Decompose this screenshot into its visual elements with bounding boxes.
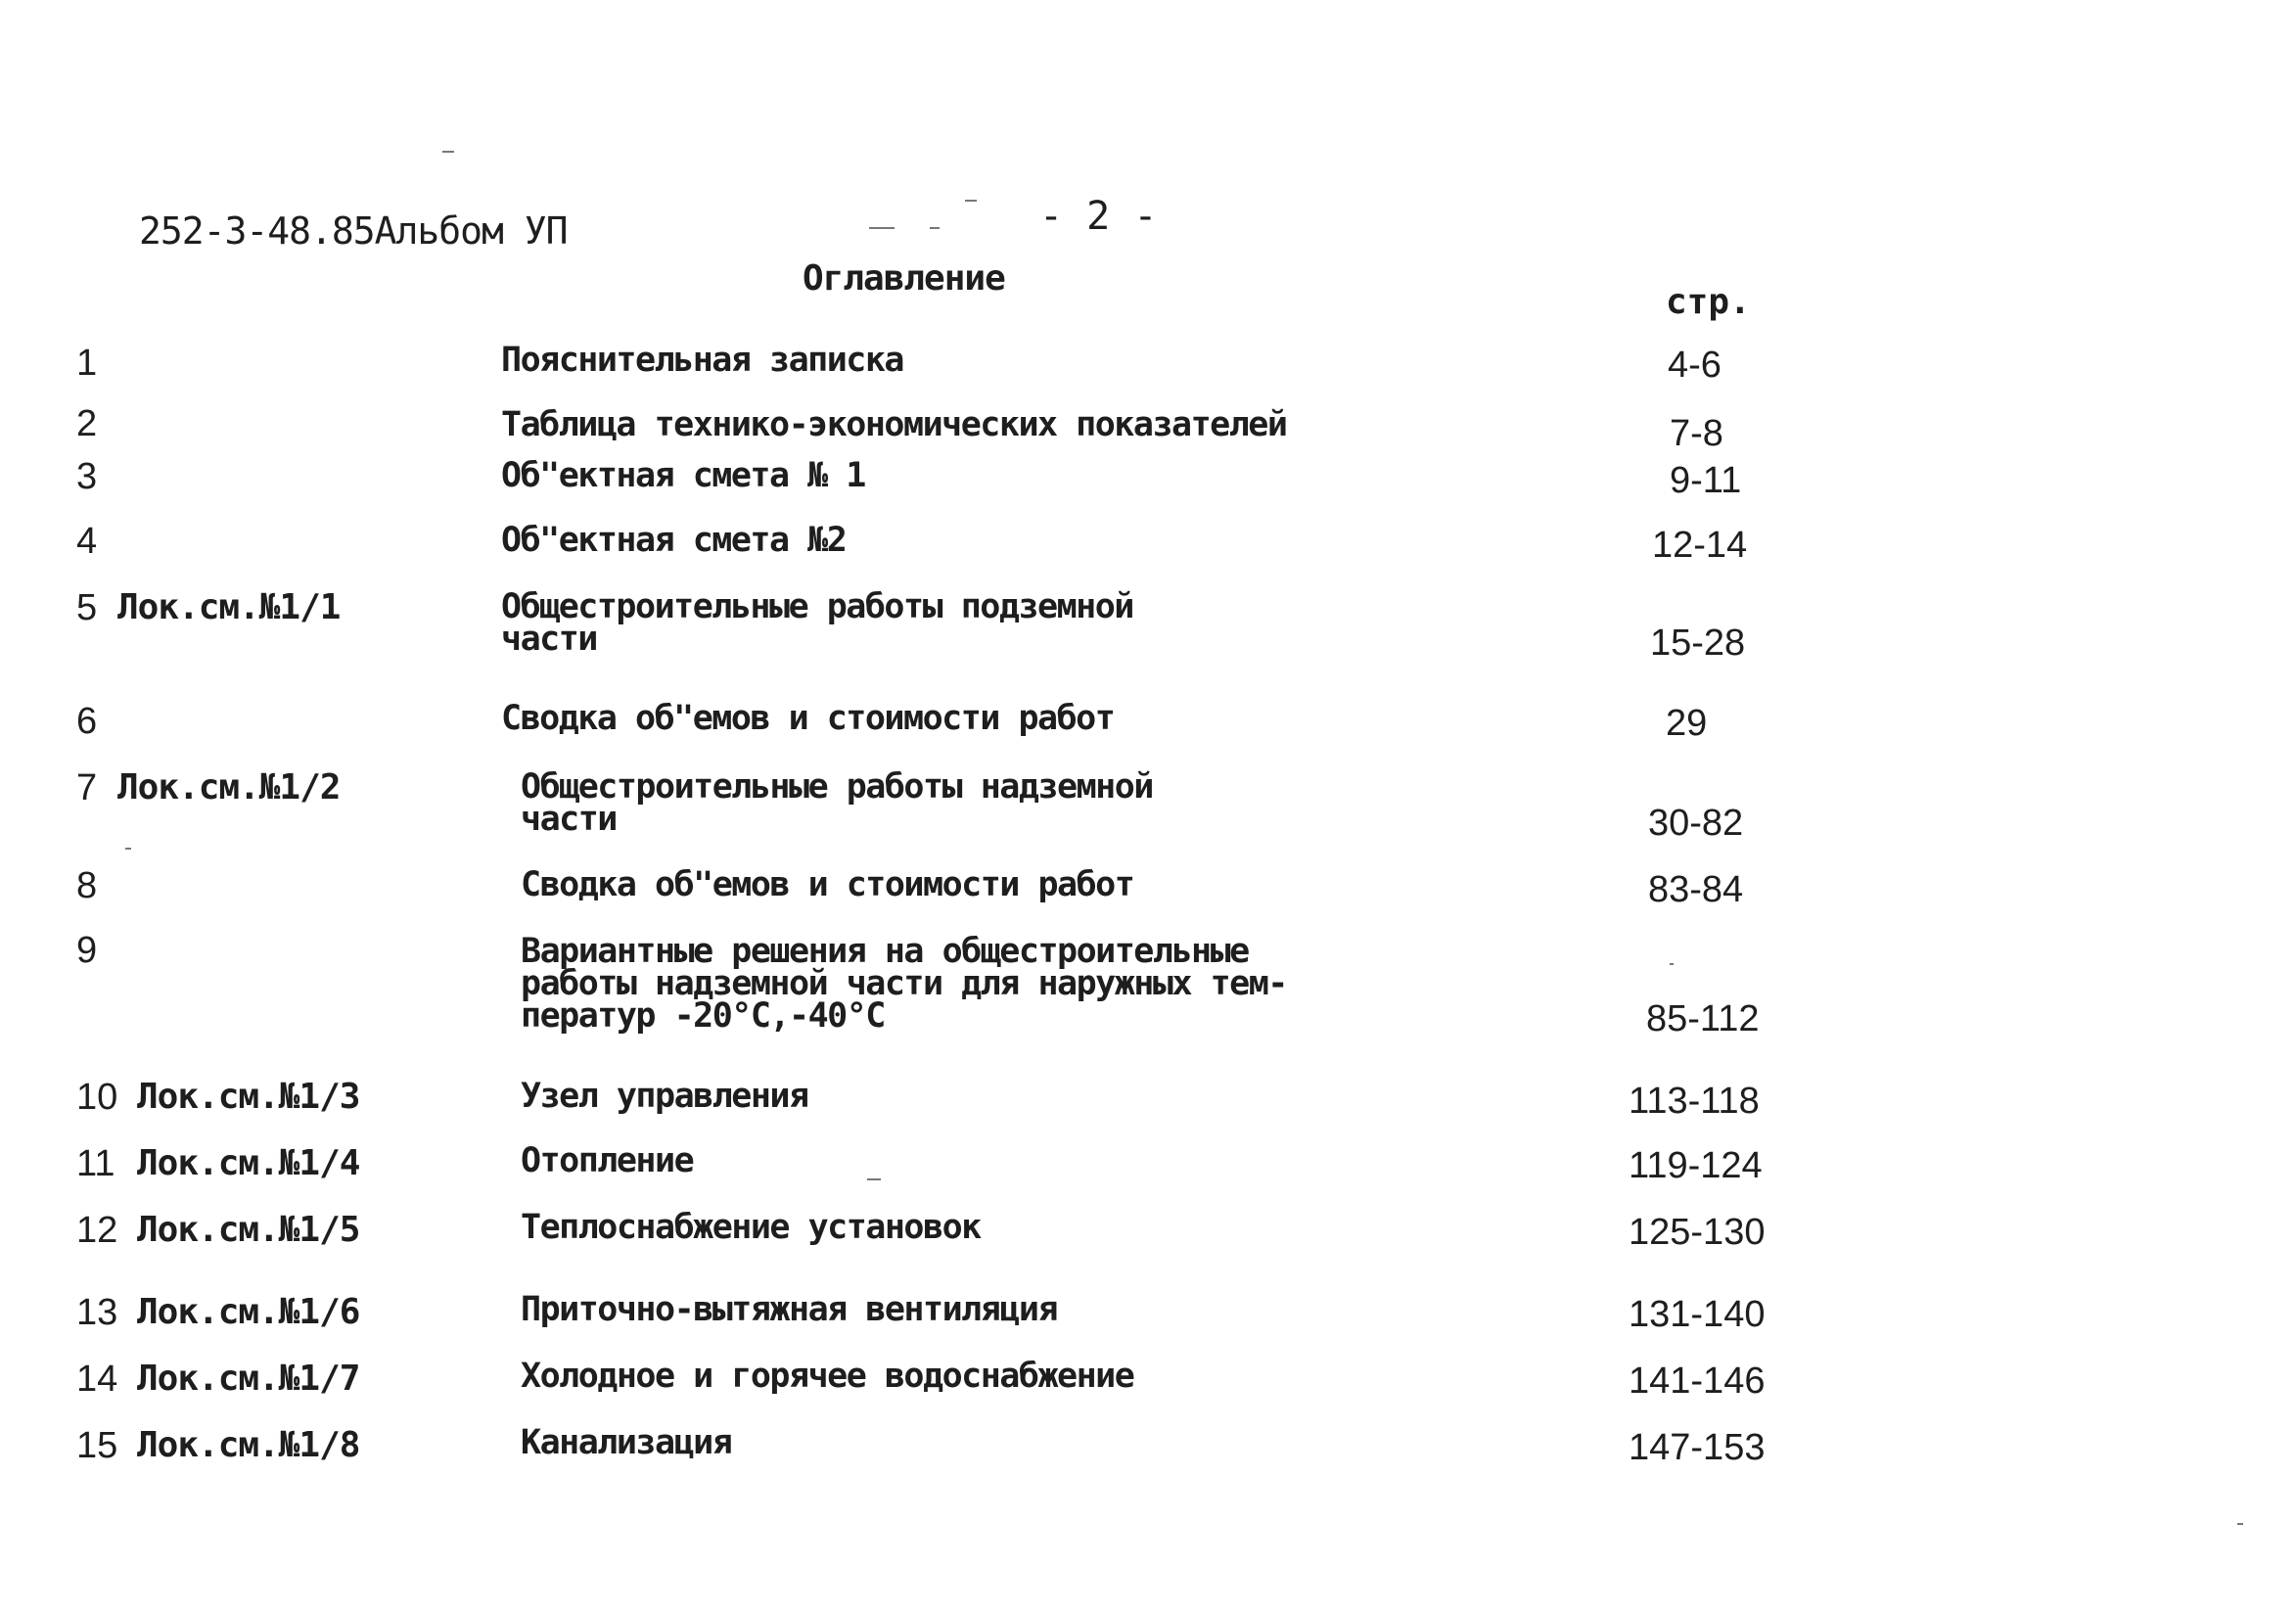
row-pages: 119-124: [1629, 1145, 1763, 1186]
row-pages: 131-140: [1629, 1294, 1766, 1335]
row-title: Теплоснабжение установок: [521, 1208, 981, 1247]
scan-speck: [2237, 1523, 2243, 1525]
scan-speck: [125, 848, 131, 850]
row-title: Отопление: [521, 1141, 694, 1180]
row-title: Холодное и горячее водоснабжение: [521, 1357, 1134, 1396]
row-number: 11: [76, 1143, 115, 1184]
row-pages: 15-28: [1650, 623, 1746, 664]
document-code: 252-3-48.85Альбом УП: [139, 209, 568, 253]
row-title: Вариантные решения на общестроительные работы надземной части для наружных тем- ператур -20°С,-40°С: [521, 932, 1287, 1036]
row-number: 10: [76, 1077, 118, 1118]
row-number: 4: [76, 521, 98, 562]
row-reference: Лок.см.№1/8: [137, 1425, 360, 1465]
row-number: 3: [76, 456, 98, 497]
row-reference: Лок.см.№1/7: [137, 1359, 360, 1399]
row-number: 15: [76, 1425, 118, 1466]
row-title: Пояснительная записка: [501, 341, 904, 380]
row-pages: 83-84: [1648, 869, 1744, 910]
row-number: 6: [76, 701, 98, 742]
row-reference: Лок.см.№1/2: [117, 767, 341, 807]
row-title: Сводка об"емов и стоимости работ: [501, 699, 1115, 738]
row-number: 2: [76, 403, 98, 444]
row-reference: Лок.см.№1/6: [137, 1292, 360, 1332]
row-title: Таблица технико-экономических показателей: [501, 405, 1287, 444]
scan-speck: [1670, 963, 1674, 965]
row-reference: Лок.см.№1/1: [117, 587, 341, 627]
row-pages: 7-8: [1670, 413, 1723, 454]
row-reference: Лок.см.№1/5: [137, 1210, 360, 1250]
row-pages: 30-82: [1648, 803, 1744, 844]
row-number: 8: [76, 865, 98, 906]
row-pages: 4-6: [1668, 345, 1722, 386]
row-number: 12: [76, 1210, 118, 1251]
row-number: 1: [76, 343, 98, 384]
scan-speck: [867, 1178, 881, 1180]
page-number: - 2 -: [1039, 194, 1158, 239]
row-number: 7: [76, 767, 98, 808]
row-title: Сводка об"емов и стоимости работ: [521, 865, 1134, 904]
row-number: 9: [76, 930, 98, 971]
scan-speck: [442, 151, 454, 153]
row-number: 5: [76, 587, 98, 628]
row-pages: 85-112: [1646, 998, 1760, 1039]
row-title: Общестроительные работы подземной части: [501, 587, 1133, 659]
row-pages: 141-146: [1629, 1360, 1766, 1402]
scan-speck: [930, 227, 940, 229]
row-title: Общестроительные работы надземной части: [521, 767, 1153, 839]
row-title: Узел управления: [521, 1077, 808, 1116]
row-pages: 147-153: [1629, 1427, 1766, 1468]
row-reference: Лок.см.№1/3: [137, 1077, 360, 1117]
row-pages: 113-118: [1629, 1081, 1760, 1122]
row-title: Приточно-вытяжная вентиляция: [521, 1290, 1058, 1329]
row-pages: 9-11: [1670, 460, 1742, 501]
row-title: Об"ектная смета №2: [501, 521, 847, 560]
row-reference: Лок.см.№1/4: [137, 1143, 360, 1183]
row-pages: 12-14: [1652, 525, 1748, 566]
row-title: Об"ектная смета № 1: [501, 456, 865, 495]
toc-title: Оглавление: [803, 258, 1005, 299]
row-number: 14: [76, 1359, 118, 1400]
page-column-header: стр.: [1666, 282, 1751, 322]
row-title: Канализация: [521, 1423, 732, 1462]
row-pages: 29: [1666, 703, 1708, 744]
row-pages: 125-130: [1629, 1212, 1766, 1253]
row-number: 13: [76, 1292, 118, 1333]
scan-speck: [965, 200, 977, 202]
scan-speck: [869, 227, 895, 229]
